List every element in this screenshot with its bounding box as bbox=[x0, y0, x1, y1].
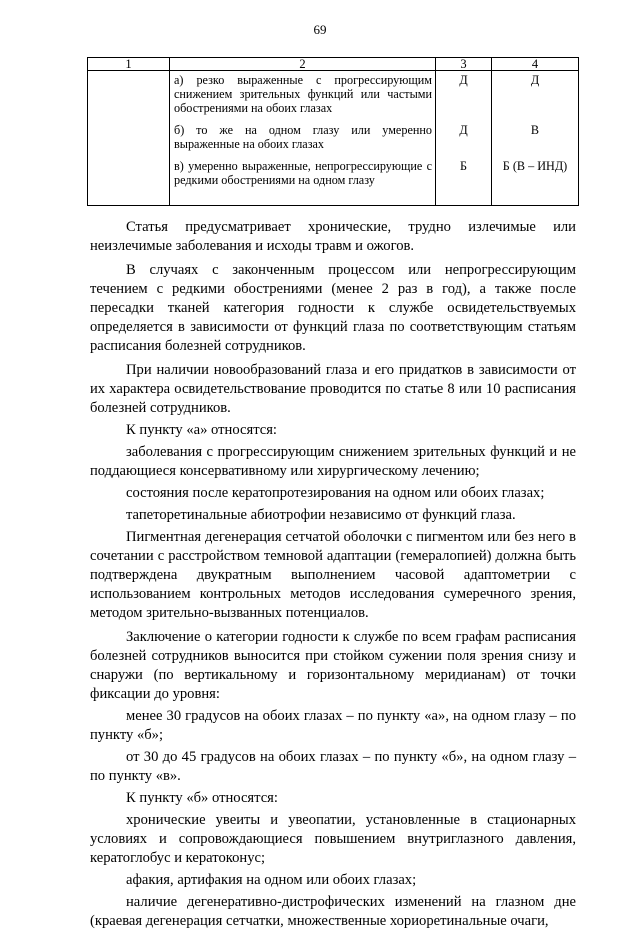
paragraph: К пункту «б» относятся: bbox=[126, 790, 278, 806]
paragraph: Пигментная дегенерация сетчатой оболочки с пигментом или без него в сочетании с расстройством темновой адаптации (гемералопией) должна быть подтверждена двукратным выполнением часовой адаптометрии с использованием контрольных методов исследования сумеречного зрения, методом зрительно-вызванных потенциалов. bbox=[90, 529, 576, 621]
paragraph: наличие дегенеративно-дистрофических изменений на глазном дне (краевая дегенерация сетчатки, множественные хориоретинальные очаги, bbox=[90, 894, 576, 929]
paragraph: состояния после кератопротезирования на одном или обоих глазах; bbox=[126, 485, 545, 501]
row-b-col3: Д bbox=[459, 123, 468, 137]
paragraph: хронические увеиты и увеопатии, установленные в стационарных условиях и сопровождающиеся повышением внутриглазного давления, кератоглобус и кератоконус; bbox=[90, 812, 576, 866]
article-body bbox=[90, 218, 576, 931]
paragraph: менее 30 градусов на обоих глазах – по пункту «а», на одном глазу – по пункту «б»; bbox=[90, 708, 576, 743]
table-cell-col3 bbox=[436, 71, 492, 206]
page-number: 69 bbox=[313, 22, 327, 37]
paragraph: В случаях с законченным процессом или непрогрессирующим течением с редкими обострениями (менее 2 раз в год), а также после пересадки тканей категория годности к службе освидетельствуемых определяется в зависимости от функций глаза по соответствующим статьям расписания болезней сотрудников. bbox=[90, 262, 576, 354]
paragraph: от 30 до 45 градусов на обоих глазах – по пункту «б», на одном глазу – по пункту «в». bbox=[90, 749, 576, 784]
table-row bbox=[88, 71, 579, 206]
paragraph: К пункту «а» относятся: bbox=[126, 422, 277, 438]
paragraph: При наличии новообразований глаза и его придатков в зависимости от их характера освидетельствование проводится по статье 8 или 10 расписания болезней сотрудников. bbox=[90, 362, 576, 416]
row-b-text: б) то же на одном глазу или умеренно выраженные на обоих глазах bbox=[174, 123, 432, 151]
table-header-cell: 2 bbox=[170, 58, 436, 71]
paragraph: Статья предусматривает хронические, трудно излечимые или неизлечимые заболевания и исходы травм и ожогов. bbox=[90, 219, 576, 254]
row-c-col4: Б (В – ИНД) bbox=[502, 159, 568, 173]
row-c-text: в) умеренно выраженные, непрогрессирующие с редкими обострениями на одном глазу bbox=[174, 159, 432, 187]
table-header-row bbox=[88, 58, 579, 71]
row-a-col4: Д bbox=[530, 73, 540, 87]
row-a-text: а) резко выраженные с прогрессирующим снижением зрительных функций или частыми обострениями на обоих глазах bbox=[174, 73, 432, 115]
table-header-cell: 4 bbox=[492, 58, 579, 71]
row-a-col3: Д bbox=[459, 73, 468, 87]
table-cell-descriptions bbox=[170, 71, 436, 206]
table-header-cell: 1 bbox=[88, 58, 170, 71]
paragraph: афакия, артифакия на одном или обоих глазах; bbox=[126, 872, 417, 888]
paragraph: тапеторетинальные абиотрофии независимо от функций глаза. bbox=[126, 507, 516, 523]
table-cell-empty bbox=[88, 71, 170, 206]
row-b-col4: В bbox=[530, 123, 540, 137]
category-table bbox=[87, 57, 579, 206]
table-cell-col4 bbox=[492, 71, 579, 206]
table-header-cell: 3 bbox=[436, 58, 492, 71]
paragraph: Заключение о категории годности к службе по всем графам расписания болезней сотрудников выносится при стойком сужении поля зрения снизу и снаружи (по вертикальному и горизонтальному меридианам) от точки фиксации до уровня: bbox=[90, 629, 576, 702]
row-c-col3: Б bbox=[460, 159, 467, 173]
paragraph: заболевания с прогрессирующим снижением зрительных функций и не поддающиеся консервативному или хирургическому лечению; bbox=[90, 444, 576, 479]
